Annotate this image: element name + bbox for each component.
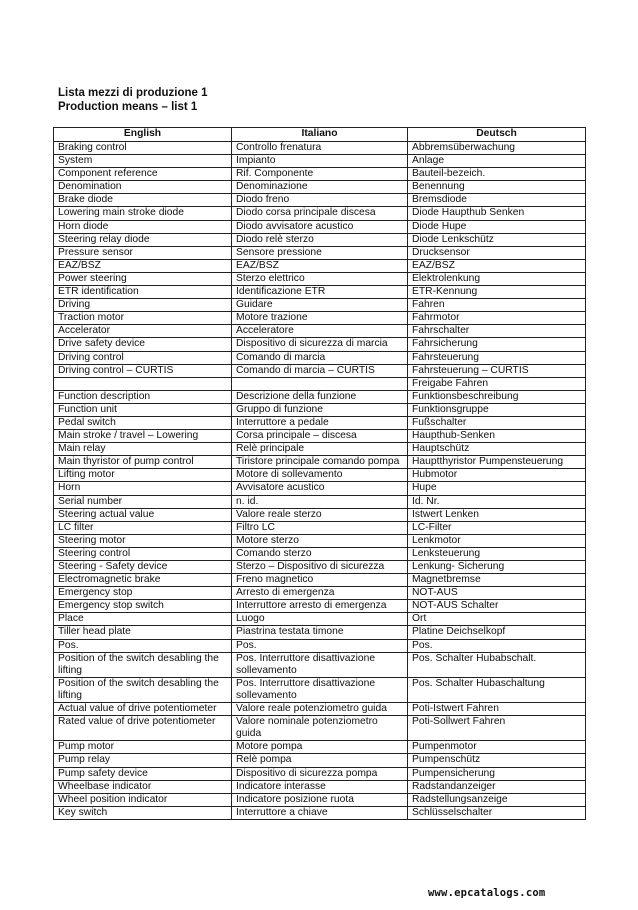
table-cell-english: Function unit: [54, 403, 232, 416]
table-cell-english: Denomination: [54, 181, 232, 194]
table-cell-italiano: Valore nominale potenziometro guida: [232, 716, 408, 741]
table-cell-deutsch: Poti-Sollwert Fahren: [408, 716, 586, 741]
table-cell-italiano: Tiristore principale comando pompa: [232, 456, 408, 469]
table-cell-deutsch: Funktionsgruppe: [408, 403, 586, 416]
table-cell-italiano: Diodo avvisatore acustico: [232, 220, 408, 233]
table-cell-deutsch: LC-Filter: [408, 521, 586, 534]
table-cell-english: Key switch: [54, 806, 232, 819]
table-cell-english: Electromagnetic brake: [54, 574, 232, 587]
table-cell-english: Pump motor: [54, 741, 232, 754]
table-cell-deutsch: Hubmotor: [408, 469, 586, 482]
table-cell-deutsch: Diode Hupe: [408, 220, 586, 233]
table-cell-italiano: Descrizione della funzione: [232, 390, 408, 403]
table-cell-english: Driving control – CURTIS: [54, 364, 232, 377]
table-cell-english: Pressure sensor: [54, 246, 232, 259]
table-cell-italiano: Valore reale sterzo: [232, 508, 408, 521]
table-row: [54, 793, 586, 806]
table-cell-english: Pump relay: [54, 754, 232, 767]
table-cell-deutsch: Pumpensicherung: [408, 767, 586, 780]
table-body: [54, 142, 586, 820]
table-row: [54, 639, 586, 652]
table-cell-italiano: Guidare: [232, 299, 408, 312]
table-cell-italiano: Sterzo elettrico: [232, 272, 408, 285]
table-row: [54, 272, 586, 285]
title-english: Production means – list 1: [58, 101, 198, 113]
table-cell-italiano: Arresto di emergenza: [232, 587, 408, 600]
table-cell-italiano: n. id.: [232, 495, 408, 508]
table-cell-italiano: Dispositivo di sicurezza pompa: [232, 767, 408, 780]
table-row: [54, 456, 586, 469]
column-header-italiano: Italiano: [232, 128, 408, 142]
table-cell-italiano: Pos.: [232, 639, 408, 652]
table-cell-italiano: Motore pompa: [232, 741, 408, 754]
table-cell-italiano: Indicatore interasse: [232, 780, 408, 793]
table-cell-italiano: Interruttore a chiave: [232, 806, 408, 819]
table-cell-italiano: Sterzo – Dispositivo di sicurezza: [232, 561, 408, 574]
table-row: [54, 521, 586, 534]
table-row: [54, 754, 586, 767]
table-cell-italiano: Motore trazione: [232, 312, 408, 325]
table-cell-deutsch: Fahrsteuerung – CURTIS: [408, 364, 586, 377]
table-cell-english: Drive safety device: [54, 338, 232, 351]
table-row: [54, 716, 586, 741]
table-row: [54, 574, 586, 587]
table-cell-deutsch: Pumpenschütz: [408, 754, 586, 767]
table-row: [54, 430, 586, 443]
table-cell-english: LC filter: [54, 521, 232, 534]
table-row: [54, 338, 586, 351]
table-cell-english: Driving control: [54, 351, 232, 364]
table-cell-deutsch: Drucksensor: [408, 246, 586, 259]
table-cell-english: Steering relay diode: [54, 233, 232, 246]
table-cell-italiano: Comando di marcia – CURTIS: [232, 364, 408, 377]
table-cell-english: Place: [54, 613, 232, 626]
table-cell-english: Steering motor: [54, 534, 232, 547]
table-cell-english: Main stroke / travel – Lowering: [54, 430, 232, 443]
table-cell-deutsch: Diode Lenkschütz: [408, 233, 586, 246]
table-cell-deutsch: Diode Haupthub Senken: [408, 207, 586, 220]
table-cell-deutsch: Fahrmotor: [408, 312, 586, 325]
document-title: [58, 86, 208, 114]
table-row: [54, 312, 586, 325]
column-header-deutsch: Deutsch: [408, 128, 586, 142]
table-cell-deutsch: Elektrolenkung: [408, 272, 586, 285]
table-cell-italiano: Relè principale: [232, 443, 408, 456]
table-cell-deutsch: Anlage: [408, 155, 586, 168]
table-header-row: [54, 128, 586, 142]
table-cell-italiano: Interruttore arresto di emergenza: [232, 600, 408, 613]
table-cell-italiano: Pos. Interruttore disattivazione sollevamento: [232, 677, 408, 702]
table-cell-english: Steering control: [54, 547, 232, 560]
table-cell-italiano: Diodo freno: [232, 194, 408, 207]
table-row: [54, 351, 586, 364]
table-cell-italiano: Denominazione: [232, 181, 408, 194]
table-cell-italiano: Identificazione ETR: [232, 286, 408, 299]
table-cell-english: Rated value of drive potentiometer: [54, 716, 232, 741]
table-cell-italiano: Avvisatore acustico: [232, 482, 408, 495]
table-cell-italiano: Impianto: [232, 155, 408, 168]
table-cell-deutsch: Radstandanzeiger: [408, 780, 586, 793]
table-cell-english: Serial number: [54, 495, 232, 508]
table-cell-italiano: Filtro LC: [232, 521, 408, 534]
table-cell-deutsch: Radstellungsanzeige: [408, 793, 586, 806]
table-cell-english: Position of the switch desabling the lifting: [54, 677, 232, 702]
table-cell-english: EAZ/BSZ: [54, 259, 232, 272]
table-cell-english: Pump safety device: [54, 767, 232, 780]
table-cell-italiano: Rif. Componente: [232, 168, 408, 181]
table-cell-italiano: Sensore pressione: [232, 246, 408, 259]
table-cell-italiano: Diodo relè sterzo: [232, 233, 408, 246]
table-cell-english: Pos.: [54, 639, 232, 652]
table-cell-english: Actual value of drive potentiometer: [54, 703, 232, 716]
table-cell-english: Lifting motor: [54, 469, 232, 482]
table-row: [54, 416, 586, 429]
title-italian: Lista mezzi di produzione 1: [58, 87, 208, 99]
table-row: [54, 299, 586, 312]
table-cell-english: Main relay: [54, 443, 232, 456]
table-cell-deutsch: Fahrsicherung: [408, 338, 586, 351]
table-cell-italiano: Freno magnetico: [232, 574, 408, 587]
table-cell-deutsch: Haupthub-Senken: [408, 430, 586, 443]
column-header-english: English: [54, 128, 232, 142]
table-row: [54, 207, 586, 220]
table-cell-english: Wheelbase indicator: [54, 780, 232, 793]
table-cell-deutsch: Pumpenmotor: [408, 741, 586, 754]
table-cell-english: Emergency stop switch: [54, 600, 232, 613]
table-row: [54, 613, 586, 626]
table-cell-deutsch: Pos. Schalter Hubaschaltung: [408, 677, 586, 702]
table-cell-english: Function description: [54, 390, 232, 403]
table-cell-english: Pedal switch: [54, 416, 232, 429]
table-cell-italiano: Gruppo di funzione: [232, 403, 408, 416]
table-cell-deutsch: Pos.: [408, 639, 586, 652]
table-cell-italiano: Relè pompa: [232, 754, 408, 767]
table-cell-deutsch: ETR-Kennung: [408, 286, 586, 299]
table-cell-english: Driving: [54, 299, 232, 312]
table-row: [54, 364, 586, 377]
table-row: [54, 508, 586, 521]
table-row: [54, 587, 586, 600]
table-cell-italiano: Motore di sollevamento: [232, 469, 408, 482]
table-row: [54, 600, 586, 613]
table-cell-english: Lowering main stroke diode: [54, 207, 232, 220]
table-row: [54, 181, 586, 194]
table-cell-english: [54, 377, 232, 390]
table-cell-english: Main thyristor of pump control: [54, 456, 232, 469]
table-cell-deutsch: NOT-AUS: [408, 587, 586, 600]
table-row: [54, 194, 586, 207]
table-cell-deutsch: Schlüsselschalter: [408, 806, 586, 819]
table-cell-deutsch: Id. Nr.: [408, 495, 586, 508]
table-cell-deutsch: Pos. Schalter Hubabschalt.: [408, 652, 586, 677]
table-cell-english: Emergency stop: [54, 587, 232, 600]
table-cell-italiano: Diodo corsa principale discesa: [232, 207, 408, 220]
table-cell-english: Horn diode: [54, 220, 232, 233]
table-cell-deutsch: NOT-AUS Schalter: [408, 600, 586, 613]
table-row: [54, 155, 586, 168]
table-cell-deutsch: Funktionsbeschreibung: [408, 390, 586, 403]
table-cell-italiano: Pos. Interruttore disattivazione sollevamento: [232, 652, 408, 677]
table-row: [54, 534, 586, 547]
table-cell-deutsch: Fahrschalter: [408, 325, 586, 338]
table-cell-italiano: Comando sterzo: [232, 547, 408, 560]
table-row: [54, 377, 586, 390]
table-cell-english: Component reference: [54, 168, 232, 181]
table-row: [54, 246, 586, 259]
table-cell-italiano: Valore reale potenziometro guida: [232, 703, 408, 716]
table-cell-italiano: Comando di marcia: [232, 351, 408, 364]
table-cell-deutsch: Lenkmotor: [408, 534, 586, 547]
table-cell-italiano: Acceleratore: [232, 325, 408, 338]
table-cell-italiano: Indicatore posizione ruota: [232, 793, 408, 806]
table-cell-english: Tiller head plate: [54, 626, 232, 639]
table-cell-deutsch: Istwert Lenken: [408, 508, 586, 521]
table-cell-deutsch: Freigabe Fahren: [408, 377, 586, 390]
table-row: [54, 652, 586, 677]
table-row: [54, 495, 586, 508]
table-cell-english: Braking control: [54, 142, 232, 155]
table-row: [54, 561, 586, 574]
table-cell-deutsch: Magnetbremse: [408, 574, 586, 587]
table-row: [54, 220, 586, 233]
table-cell-deutsch: Lenkung- Sicherung: [408, 561, 586, 574]
table-cell-italiano: Controllo frenatura: [232, 142, 408, 155]
table-cell-english: Traction motor: [54, 312, 232, 325]
table-row: [54, 443, 586, 456]
table-row: [54, 325, 586, 338]
table-row: [54, 547, 586, 560]
table-row: [54, 741, 586, 754]
table-cell-deutsch: Hauptthyristor Pumpensteuerung: [408, 456, 586, 469]
table-cell-italiano: Motore sterzo: [232, 534, 408, 547]
table-cell-deutsch: Fahren: [408, 299, 586, 312]
table-row: [54, 403, 586, 416]
table-row: [54, 780, 586, 793]
table-cell-deutsch: Lenksteuerung: [408, 547, 586, 560]
table-cell-italiano: Corsa principale – discesa: [232, 430, 408, 443]
table-cell-deutsch: Poti-Istwert Fahren: [408, 703, 586, 716]
table-row: [54, 626, 586, 639]
table-cell-english: Horn: [54, 482, 232, 495]
table-cell-italiano: Interruttore a pedale: [232, 416, 408, 429]
table-cell-italiano: EAZ/BSZ: [232, 259, 408, 272]
table-cell-deutsch: Ort: [408, 613, 586, 626]
table-row: [54, 767, 586, 780]
table-row: [54, 390, 586, 403]
table-cell-english: Position of the switch desabling the lifting: [54, 652, 232, 677]
table-cell-italiano: Dispositivo di sicurezza di marcia: [232, 338, 408, 351]
table-cell-english: Brake diode: [54, 194, 232, 207]
production-means-table: [53, 127, 586, 820]
table-cell-english: ETR identification: [54, 286, 232, 299]
table-row: [54, 806, 586, 819]
table-cell-english: Wheel position indicator: [54, 793, 232, 806]
table-cell-deutsch: Fahrsteuerung: [408, 351, 586, 364]
table-cell-deutsch: Hupe: [408, 482, 586, 495]
table-row: [54, 703, 586, 716]
table-row: [54, 142, 586, 155]
table-row: [54, 168, 586, 181]
table-row: [54, 286, 586, 299]
table-cell-deutsch: Platine Deichselkopf: [408, 626, 586, 639]
table-cell-deutsch: Bremsdiode: [408, 194, 586, 207]
footer-url: www.epcatalogs.com: [428, 887, 546, 899]
table-cell-deutsch: Fußschalter: [408, 416, 586, 429]
table-cell-deutsch: Benennung: [408, 181, 586, 194]
table-row: [54, 469, 586, 482]
table-row: [54, 482, 586, 495]
table-cell-english: System: [54, 155, 232, 168]
table-cell-deutsch: Hauptschütz: [408, 443, 586, 456]
table-cell-english: Steering - Safety device: [54, 561, 232, 574]
table-cell-deutsch: EAZ/BSZ: [408, 259, 586, 272]
table-cell-italiano: [232, 377, 408, 390]
table-row: [54, 259, 586, 272]
table-row: [54, 677, 586, 702]
table-cell-italiano: Luogo: [232, 613, 408, 626]
table-row: [54, 233, 586, 246]
table-cell-italiano: Piastrina testata timone: [232, 626, 408, 639]
table-cell-english: Accelerator: [54, 325, 232, 338]
table-cell-english: Steering actual value: [54, 508, 232, 521]
table-cell-english: Power steering: [54, 272, 232, 285]
table-cell-deutsch: Bauteil-bezeich.: [408, 168, 586, 181]
table-cell-deutsch: Abbremsüberwachung: [408, 142, 586, 155]
